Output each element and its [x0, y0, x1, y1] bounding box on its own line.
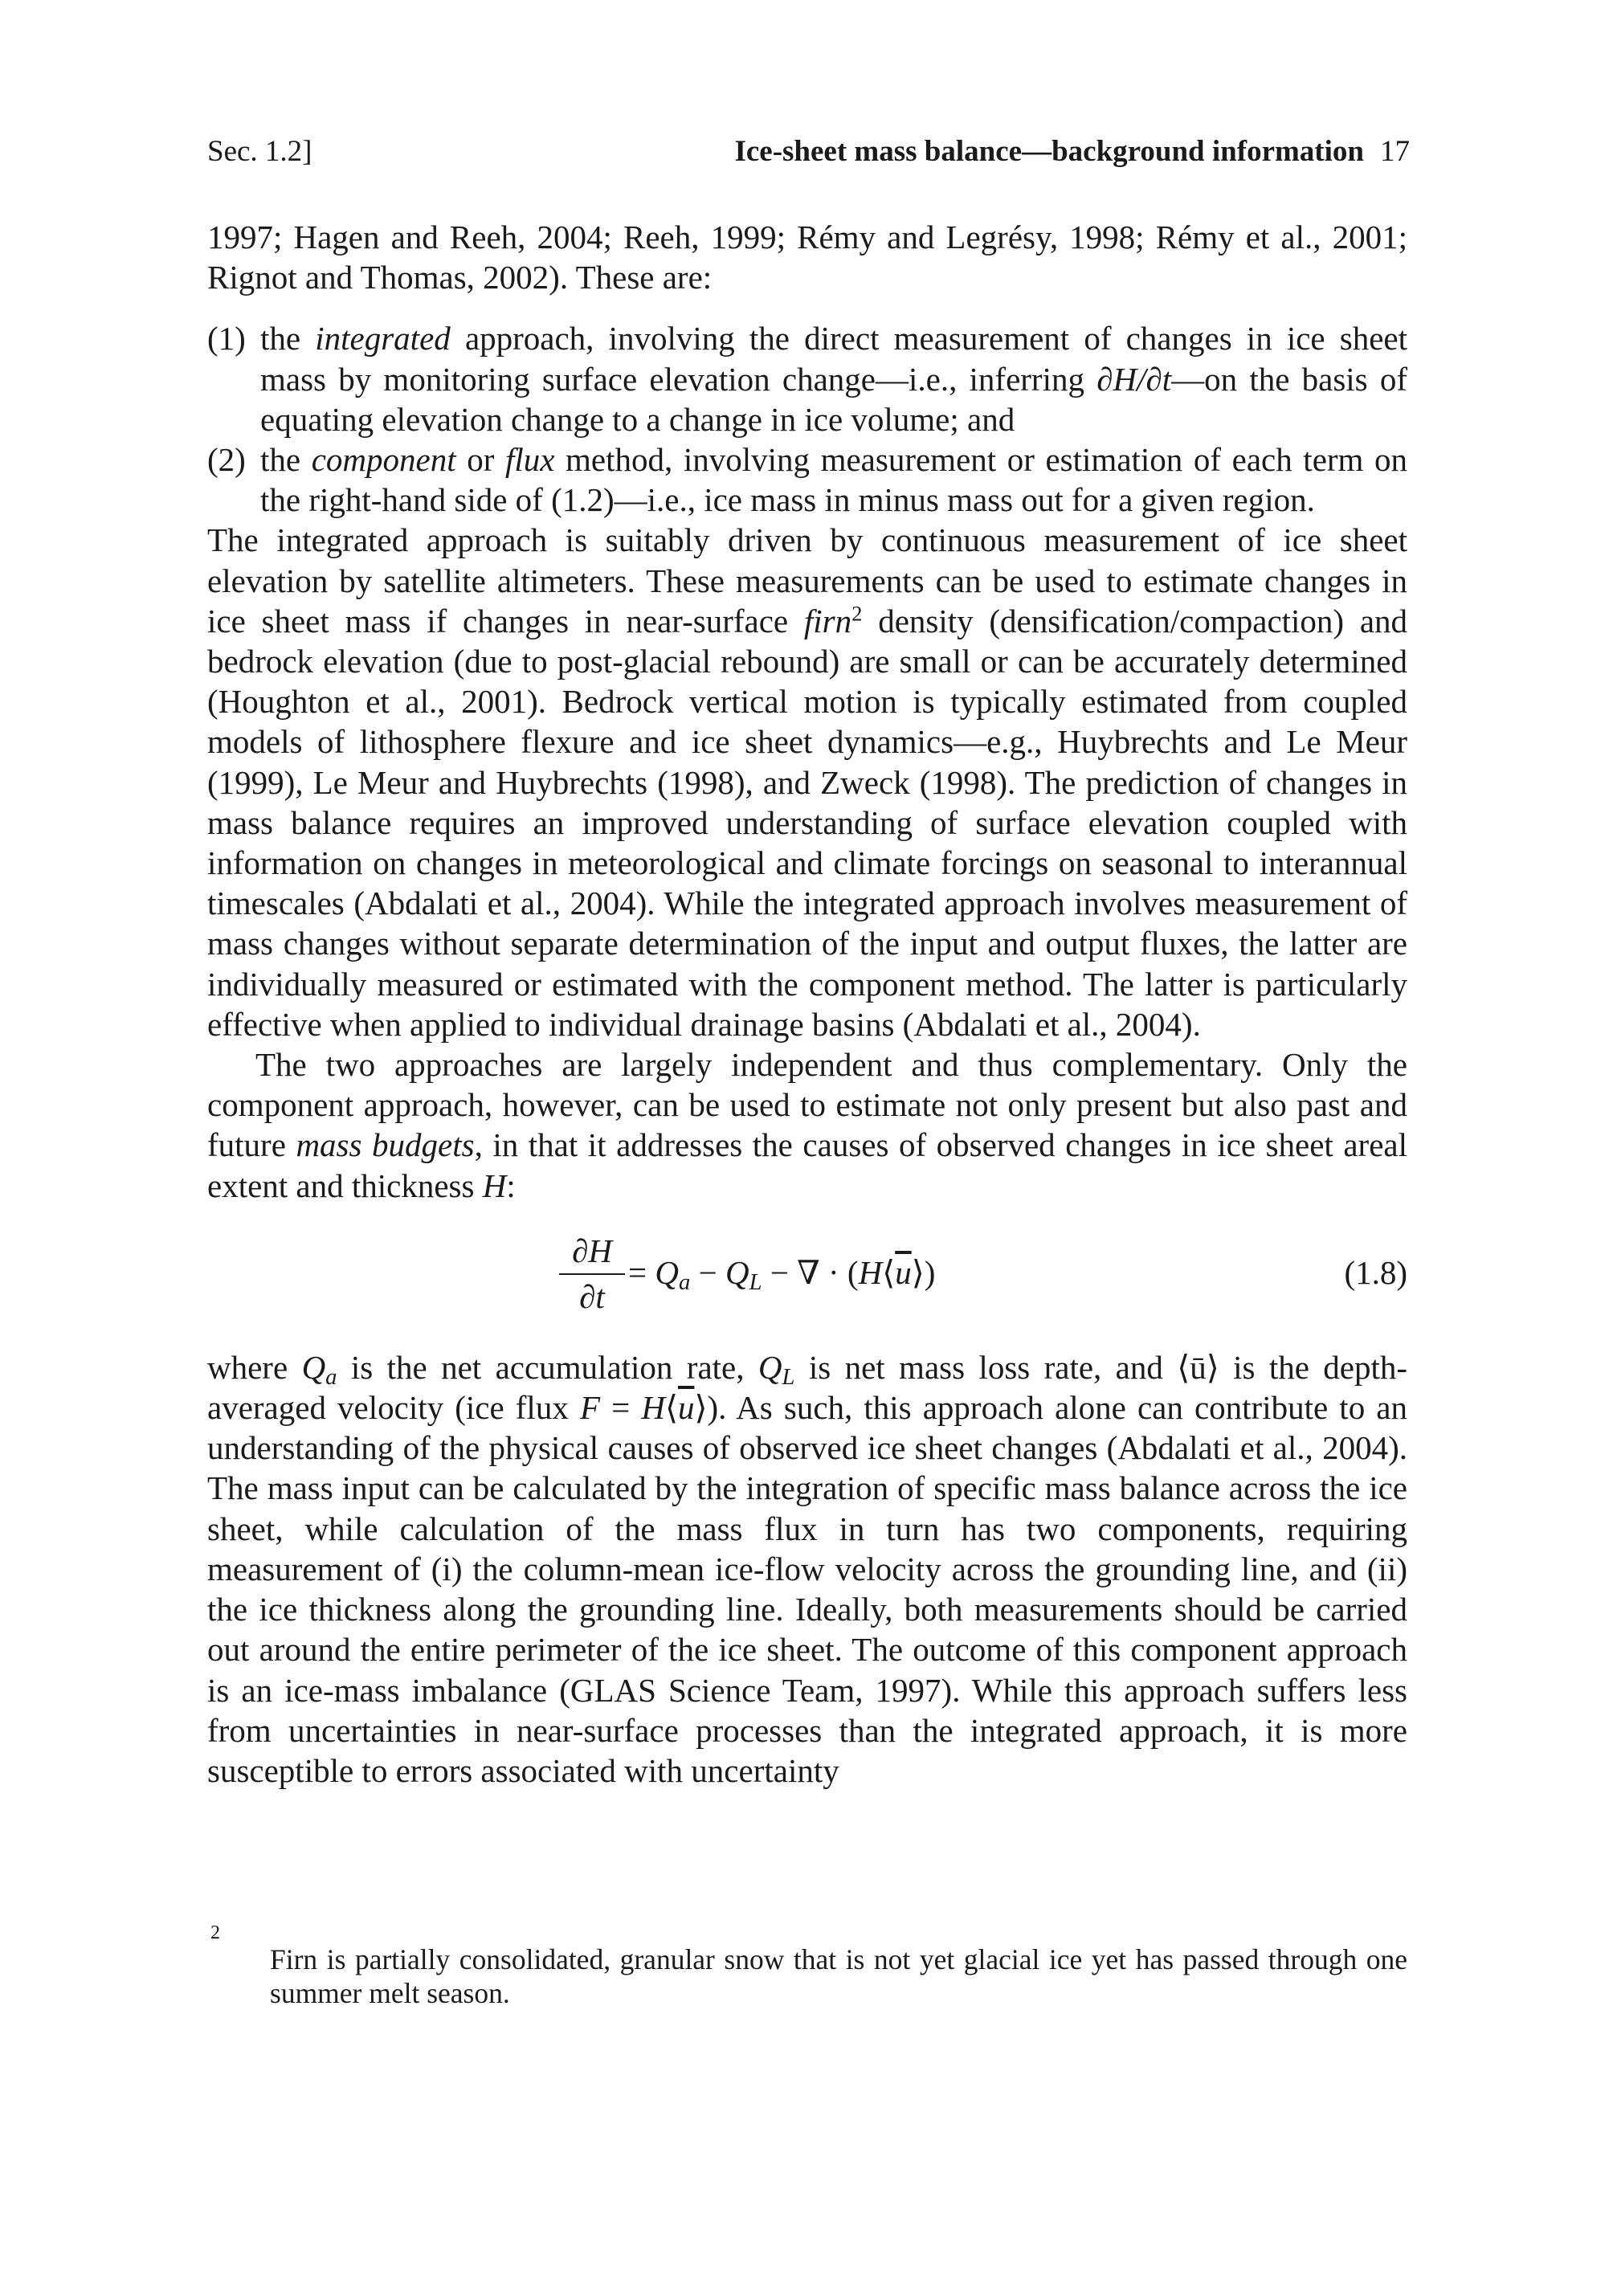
- list-text: the component or flux method, involving measurement or estimation of each term on the right-hand side of (1.2)—i.e., ice mass in minus mass out for a given region.: [260, 441, 1408, 519]
- list-number: (2): [207, 441, 246, 479]
- page: Sec. 1.2] Ice-sheet mass balance—background information 17 1997; Hagen and Reeh, 2004; Reeh, 1999; Rémy and Legrésy, 1998; Rémy et al., 2001; Rignot and Thomas, 2002). These are: (1) the integrated approach, involving the direct measurement of changes in ice sheet mass by monitoring surface elevation change—i.e., inferring ∂H/∂t—on the basis of equating elevation change to a change in ice volume; and (2) the component or flux method, involving measurement or estimation of each term on the right-hand side of (1.2)—i.e., ice mass in minus mass out for a given region. The integrated approach is suitably driven by continuous measurement of ice sheet elevation by satellite altimeters. These measurements can be used to estimate changes in ice sheet mass if changes in near-surface firn$^2$ density (densification/compaction) and bedrock elevation (due to post-glacial rebound) are small or can be accurately determined (Houghton et al., 2001). Bedrock vertical motion is typically estimated from coupled models of lithosphere flexure and ice sheet dynamics—e.g., Huybrechts and Le Meur (1999), Le Meur and Huybrechts (1998), and Zweck (1998). The prediction of changes in mass balance requires an improved understanding of surface elevation coupled with information on changes in meteorological and climate forcings on seasonal to interannual timescales (Abdalati et al., 2004). While the integrated approach involves measurement of mass changes without separate determination of the input and output fluxes, the latter are individually measured or estimated with the component method. The latter is particularly effective when applied to individual drainage basins (Abdalati et al., 2004). The two approaches are largely independent and thus complementary. Only the component approach, however, can be used to estimate not only present but also past and future mass budgets, in that it addresses the causes of observed changes in ice sheet areal extent and thickness H: ∂H ∂t = $Q_a - Q_L$ − ∇ · $(H⟨\overline{u}⟩)$ (1.8) where $Q_a$ is the net accumulation rate, $Q_L$ is net mass loss rate, and ⟨ū⟩ is the depth-averaged velocity (ice flux $F = H⟨\overline{u}⟩$). As such, this approach alone can contribute to an understanding of the physical causes of observed ice sheet changes (Abdalati et al., 2004). The mass input can be calculated by the integration of specific mass balance across the ice sheet, while calculation of the mass flux in turn has two components, requiring measurement of (i) the column-mean ice-flow velocity across the grounding line, and (ii) the ice thickness along the grounding line. Ideally, both measurements should be carried out around the entire perimeter of the ice sheet. The outcome of this component approach is an ice-mass imbalance (GLAS Science Team, 1997). While this approach suffers less from uncertainties in near-surface processes than the integrated approach, it is more susceptible to errors associated with uncertainty 2 Firn is partially consolidated, granular snow that is not yet glacial ice yet has passed through one summer melt season.: [207, 135, 1410, 2009]
- running-head-section: Sec. 1.2]: [207, 135, 312, 168]
- list-text: the integrated approach, involving the direct measurement of changes in ice sheet mass by monitoring surface elevation change—i.e., inferring ∂H/∂t—on the basis of equating elevation change to a change in ice volume; and: [260, 320, 1408, 438]
- intro-paragraph: 1997; Hagen and Reeh, 2004; Reeh, 1999; Rémy and Legrésy, 1998; Rémy et al., 2001; Rignot and Thomas, 2002). These are:: [207, 219, 1407, 296]
- list-item: [207, 439, 1407, 520]
- equation-denominator: ∂t: [579, 1277, 605, 1315]
- fraction-bar: [559, 1273, 625, 1275]
- list-item: [207, 318, 1407, 439]
- running-head: [734, 137, 1410, 166]
- paragraph-two-approaches: The two approaches are largely independent and thus complementary. Only the component approach, however, can be used to estimate not only present but also past and future mass budgets, in that it addresses the causes of observed changes in ice sheet areal extent and thickness H:: [207, 1046, 1407, 1204]
- equation-rhs: = $Q_a - Q_L$ − ∇ · $(H⟨\overline{u}⟩)$: [628, 1253, 936, 1296]
- footnote-text: Firn is partially consolidated, granular snow that is not yet glacial ice yet has passed through one summer melt season.: [270, 1943, 1407, 2009]
- running-head-title: Ice-sheet mass balance—background information: [734, 135, 1364, 168]
- paragraph-component-approach: where $Q_a$ is the net accumulation rate, $Q_L$ is net mass loss rate, and ⟨ū⟩ is the depth-averaged velocity (ice flux $F = H⟨\overline{u}⟩$). As such, this approach alone can contribute to an understanding of the physical causes of observed ice sheet changes (Abdalati et al., 2004). The mass input can be calculated by the integration of specific mass balance across the ice sheet, while calculation of the mass flux in turn has two components, requiring measurement of (i) the column-mean ice-flow velocity across the grounding line, and (ii) the ice thickness along the grounding line. Ideally, both measurements should be carried out around the entire perimeter of the ice sheet. The outcome of this component approach is an ice-mass imbalance (GLAS Science Team, 1997). While this approach suffers less from uncertainties in near-surface processes than the integrated approach, it is more susceptible to errors associated with uncertainty: [207, 1348, 1408, 1789]
- equation-numerator: ∂H: [572, 1232, 612, 1269]
- body-text: [207, 217, 1407, 1791]
- partial-derivative-term: ∂H/∂t: [1096, 360, 1172, 398]
- page-number: 17: [1380, 135, 1410, 168]
- approach-list: [207, 318, 1407, 520]
- footnote-ref: 2: [851, 601, 863, 626]
- equation-fraction: [559, 1230, 625, 1317]
- equation-number: (1.8): [1344, 1253, 1407, 1291]
- list-number: (1): [207, 320, 246, 357]
- paragraph-integrated-approach: The integrated approach is suitably driven by continuous measurement of ice sheet elevation by satellite altimeters. These measurements can be used to estimate changes in ice sheet mass if changes in near-surface firn$^2$ density (densification/compaction) and bedrock elevation (due to post-glacial rebound) are small or can be accurately determined (Houghton et al., 2001). Bedrock vertical motion is typically estimated from coupled models of lithosphere flexure and ice sheet dynamics—e.g., Huybrechts and Le Meur (1999), Le Meur and Huybrechts (1998), and Zweck (1998). The prediction of changes in mass balance requires an improved understanding of surface elevation coupled with information on changes in meteorological and climate forcings on seasonal to interannual timescales (Abdalati et al., 2004). While the integrated approach involves measurement of mass changes without separate determination of the input and output fluxes, the latter are individually measured or estimated with the component method. The latter is particularly effective when applied to individual drainage basins (Abdalati et al., 2004).: [207, 521, 1408, 1043]
- equation-1-8: [207, 1220, 1407, 1341]
